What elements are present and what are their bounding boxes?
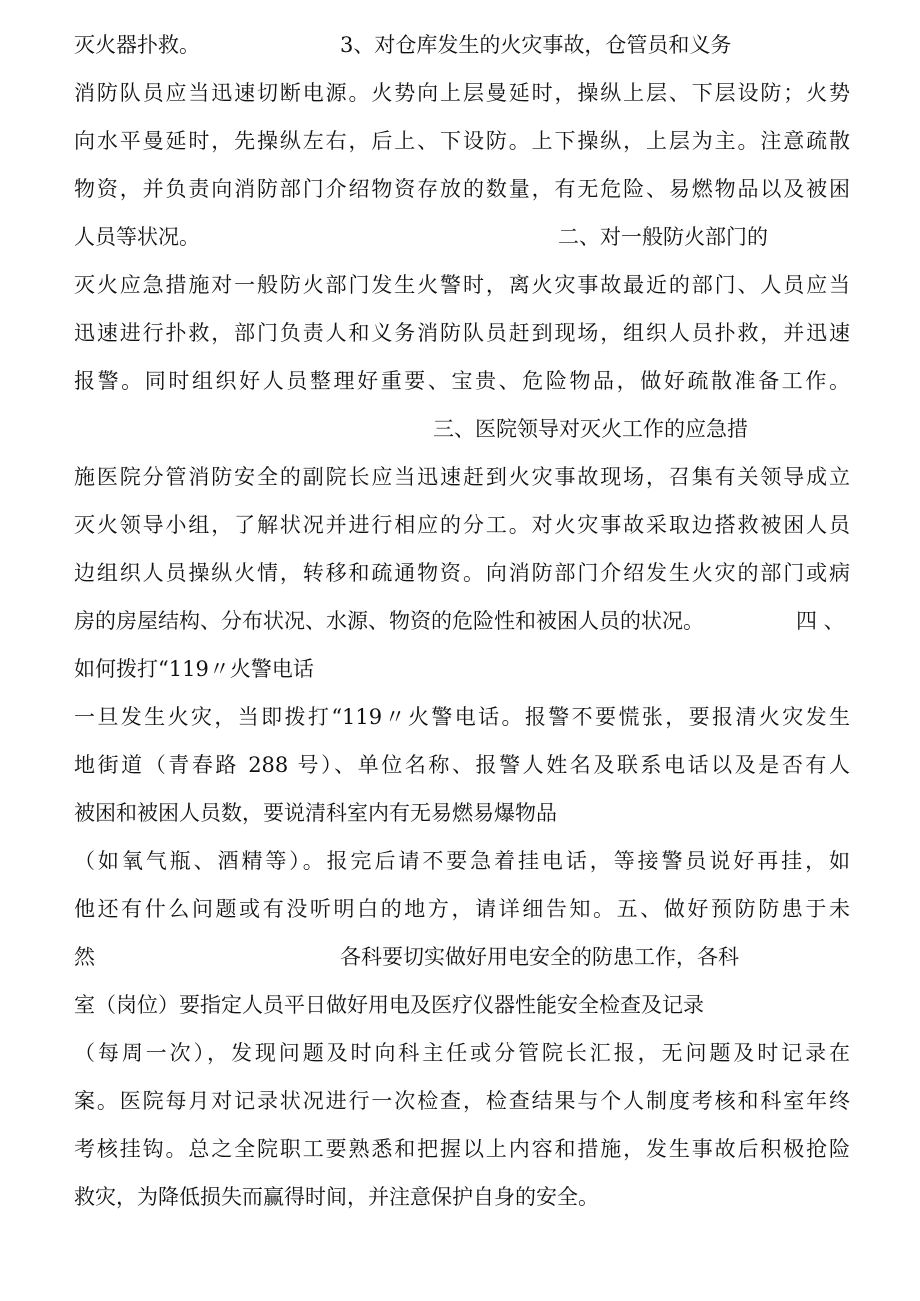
text-line-8: 报警。同时组织好人员整理好重要、宝贵、危险物品，做好疏散准备工作。 — [74, 369, 850, 393]
line-25-left: 救灾，为降低损失而赢得时间，并注意保护自身的安全。 — [74, 1185, 599, 1209]
line-1-left: 灭火器扑救。 — [74, 33, 200, 57]
text-line-13 — [74, 604, 850, 638]
text-line-16: 地街道（青春路 288 号）、单位名称、报警人姓名及联系电话以及是否有人 — [74, 753, 850, 777]
line-9-right: 三、医院领导对灭火工作的应急措 — [433, 417, 748, 441]
line-20-left: 然 — [74, 945, 95, 969]
text-line-6: 灭火应急措施对一般防火部门发生火警时，离火灾事故最近的部门、人员应当 — [74, 273, 850, 297]
line-14-left: 如何拨打“119〃火警电话 — [74, 657, 314, 681]
text-line-17 — [74, 796, 850, 830]
text-line-12: 边组织人员操纵火情，转移和疏通物资。向消防部门介绍发生火灾的部门或病 — [74, 561, 850, 585]
text-line-1 — [74, 28, 850, 62]
line-17-left: 被困和被困人员数，要说清科室内有无易燃易爆物品 — [74, 801, 557, 825]
text-line-4: 物资，并负责向消防部门介绍物资存放的数量，有无危险、易燃物品以及被困 — [74, 177, 850, 201]
text-line-20 — [74, 940, 850, 974]
text-line-5 — [74, 220, 850, 254]
line-13-right: 四 、 — [796, 609, 845, 633]
text-line-19: 他还有什么问题或有没听明白的地方，请详细告知。五、做好预防防患于未 — [74, 897, 850, 921]
text-line-25 — [74, 1180, 850, 1214]
text-line-11: 灭火领导小组，了解状况并进行相应的分工。对火灾事故采取边搭救被困人员 — [74, 513, 850, 537]
text-line-2: 消防队员应当迅速切断电源。火势向上层曼延时，操纵上层、下层设防；火势 — [74, 81, 850, 105]
text-line-9 — [74, 412, 850, 446]
line-5-right: 二、对一般防火部门的 — [558, 225, 768, 249]
line-21-left: 室（岗位）要指定人员平日做好用电及医疗仪器性能安全检查及记录 — [74, 993, 704, 1017]
line-13-left: 房的房屋结构、分布状况、水源、物资的危险性和被困人员的状况。 — [74, 609, 704, 633]
text-line-3: 向水平曼延时，先操纵左右，后上、下设防。上下操纵，上层为主。注意疏散 — [74, 129, 850, 153]
text-line-23: 案。医院每月对记录状况进行一次检查，检查结果与个人制度考核和科室年终 — [74, 1089, 850, 1113]
line-1-right: 3、对仓库发生的火灾事故，仓管员和义务 — [340, 33, 732, 57]
text-line-10: 施医院分管消防安全的副院长应当迅速赶到火灾事故现场，召集有关领导成立 — [74, 465, 850, 489]
text-line-7: 迅速进行扑救，部门负责人和义务消防队员赶到现场，组织人员扑救，并迅速 — [74, 321, 850, 345]
text-line-14 — [74, 652, 850, 686]
text-line-24: 考核挂钩。总之全院职工要熟悉和把握以上内容和措施，发生事故后积极抢险 — [74, 1137, 850, 1161]
text-line-18: （如氧气瓶、酒精等）。报完后请不要急着挂电话，等接警员说好再挂，如 — [74, 849, 850, 873]
line-20-right: 各科要切实做好用电安全的防患工作，各科 — [340, 945, 739, 969]
text-line-22: （每周一次），发现问题及时向科主任或分管院长汇报，无问题及时记录在 — [74, 1041, 850, 1065]
text-line-15: 一旦发生火灾，当即拨打“119〃火警电话。报警不要慌张，要报清火灾发生 — [74, 705, 850, 729]
text-line-21 — [74, 988, 850, 1022]
line-5-left: 人员等状况。 — [74, 225, 200, 249]
